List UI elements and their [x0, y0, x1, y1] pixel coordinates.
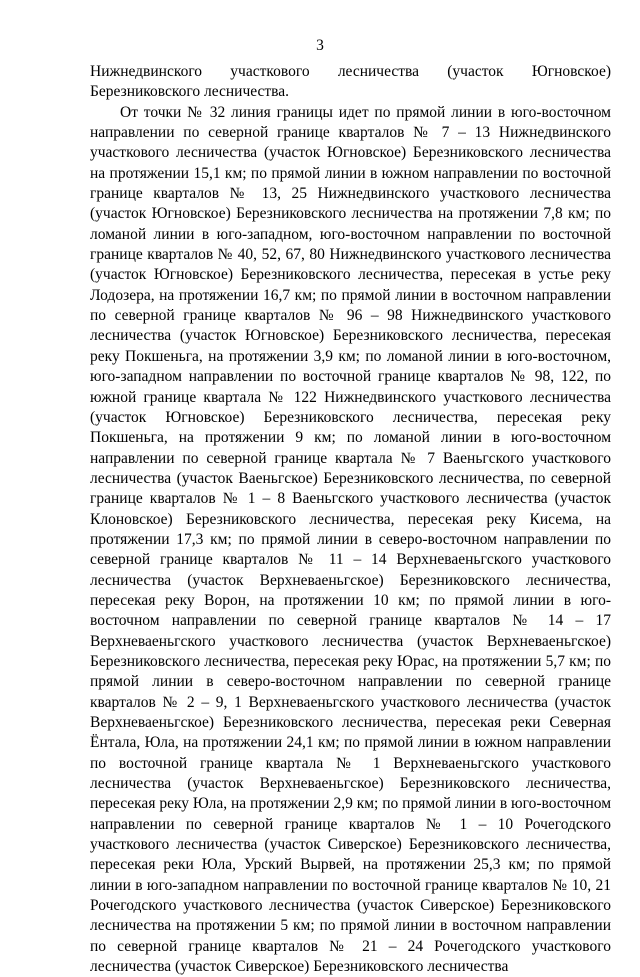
paragraph-continuation: Нижнедвинского участкового лесничества (участок Югновское) Березниковского лесничества.	[90, 63, 611, 101]
document-body	[90, 62, 611, 977]
paragraph-boundary-description: От точки № 32 линия границы идет по прямой линии в юго-восточном направлении по северной границе кварталов № 7 – 13 Нижнедвинского участкового лесничества (участок Югновское) Березниковского лесничества на протяжении 15,1 км; по прямой линии в южном направлении по восточной границе кварталов № 13, 25 Нижнедвинского участкового лесничества (участок Югновское) Березниковского лесничества на протяжении 7,8 км; по ломаной линии в юго-западном, юго-восточном направлении по восточной границе кварталов № 40, 52, 67, 80 Нижнедвинского участкового лесничества (участок Югновское) Березниковского лесничества, пересекая в устье реку Лодозера, на протяжении 16,7 км; по прямой линии в восточном направлении по северной границе кварталов № 96 – 98 Нижнедвинского участкового лесничества (участок Югновское) Березниковского лесничества, пересекая реку Покшеньга, на протяжении 3,9 км; по ломаной линии в юго-восточном, юго-западном направлении по восточной границе кварталов № 98, 122, по южной границе квартала № 122 Нижнедвинского участкового лесничества (участок Югновское) Березниковского лесничества, пересекая реку Покшеньга, на протяжении 9 км; по ломаной линии в юго-восточном направлении по северной границе квартала № 7 Ваеньгского участкового лесничества (участок Ваеньгское) Березниковского лесничества, по северной границе кварталов № 1 – 8 Ваеньгского участкового лесничества (участок Клоновское) Березниковского лесничества, пересекая реку Кисема, на протяжении 17,3 км; по прямой линии в северо-восточном направлении по северной границе кварталов № 11 – 14 Верхневаеньгского участкового лесничества (участок Верхневаеньгское) Березниковского лесничества, пересекая реку Ворон, на протяжении 10 км; по прямой линии в юго-восточном направлении по северной границе кварталов № 14 – 17 Верхневаеньгского участкового лесничества (участок Верхневаеньгское) Березниковского лесничества, пересекая реку Юрас, на протяжении 5,7 км; по прямой линии в северо-восточном направлении по северной границе кварталов № 2 – 9, 1 Верхневаеньгского участкового лесничества (участок Верхневаеньгское) Березниковского лесничества, пересекая реки Северная Ёнтала, Юла, на протяжении 24,1 км; по прямой линии в южном направлении по восточной границе квартала № 1 Верхневаеньгского участкового лесничества (участок Верхневаеньгское) Березниковского лесничества, пересекая реку Юла, на протяжении 2,9 км; по прямой линии в юго-восточном направлении по северной границе кварталов № 1 – 10 Рочегодского участкового лесничества (участок Сиверское) Березниковского лесничества, пересекая реки Юла, Урский Вырвей, на протяжении 25,3 км; по прямой линии в юго-западном направлении по восточной границе кварталов № 10, 21 Рочегодского участкового лесничества (участок Сиверское) Березниковского лесничества на протяжении 5 км; по прямой линии в восточном направлении по северной границе кварталов № 21 – 24 Рочегодского участкового лесничества (участок Сиверское) Березниковского лесничества	[90, 103, 611, 976]
page-number: 3	[316, 37, 324, 54]
